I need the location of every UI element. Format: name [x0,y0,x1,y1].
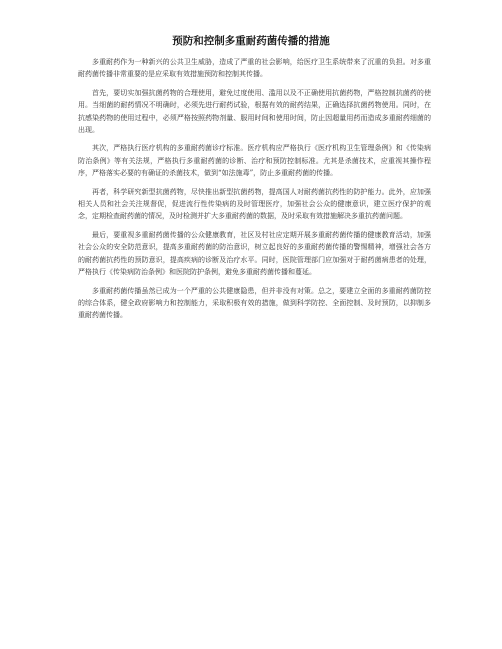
paragraph-conclusion: 多重耐药菌传播虽然已成为一个严重的公共健康隐患，但并非没有对策。总之，要建立全面的多重耐药菌防控的综合体系，健全政府影响力和控制能力，采取积极有效的措施，做到科学防控、全面控制、及时预防，以抑制多重耐药菌传播。 [78,286,431,320]
paragraph-intro: 多重耐药作为一种新兴的公共卫生威胁，造成了严重的社会影响，给医疗卫生系统带来了沉重的负担。对多重耐药菌传播非常重要的是应采取有效措施预防和控制其传播。 [78,58,431,79]
paragraph-third: 再者，科学研究新型抗菌药物，尽快推出新型抗菌药物，提高国人对耐药菌抗药性的防护能力。此外，应加强相关人员和社会关注规督促，促进流行性传染病的及时管理医疗，加强社会公众的健康意识，建立医疗保护的观念，定期检查耐药菌的情况，及时检测并扩大多重耐药菌的数据，及时采取有效措施解决多重抗药菌问题。 [78,187,431,221]
document-body [78,56,431,328]
document-title: 预防和控制多重耐药菌传播的措施 [172,35,330,47]
paragraph-first: 首先，要切实加强抗菌药物的合理使用，避免过度使用、滥用以及不正确使用抗菌药物，严格控制抗菌药的使用。当细菌的耐药情况不明确时，必须先进行耐药试验，根据有效的耐药结果，正确选择抗菌药物使用。同时，在抗感染药物的使用过程中，必须严格按照药物剂量、服用时间和使用时间，防止因超量用药而造成多重耐药细菌的出现。 [78,88,431,135]
paragraph-second: 其次，严格执行医疗机构的多重耐药菌诊疗标准。医疗机构应严格执行《医疗机构卫生管理条例》和《传染病防治条例》等有关法规，严格执行多重耐药菌的诊断、治疗和预防控制标准。尤其是杀菌技术，应重视其操作程序，严格落实必要的有确证的杀菌技术，做到“如法施毒”，防止多重耐药菌的传播。 [78,144,431,178]
paragraph-fourth: 最后，要重视多重耐药菌传播的公众健康教育，社区及村社应定期开展多重耐药菌传播的健康教育活动，加强社会公众的安全防范意识，提高多重耐药菌的防治意识，树立起良好的多重耐药菌传播的警惕精神，增强社会各方的耐药菌抗药性的预防意识，提高疾病的诊断及治疗水平。同时，医院管理部门应加强对于耐药菌病患者的处理，严格执行《传染病防治条例》和医院防护条例，避免多重耐药菌传播和蔓延。 [78,230,431,277]
